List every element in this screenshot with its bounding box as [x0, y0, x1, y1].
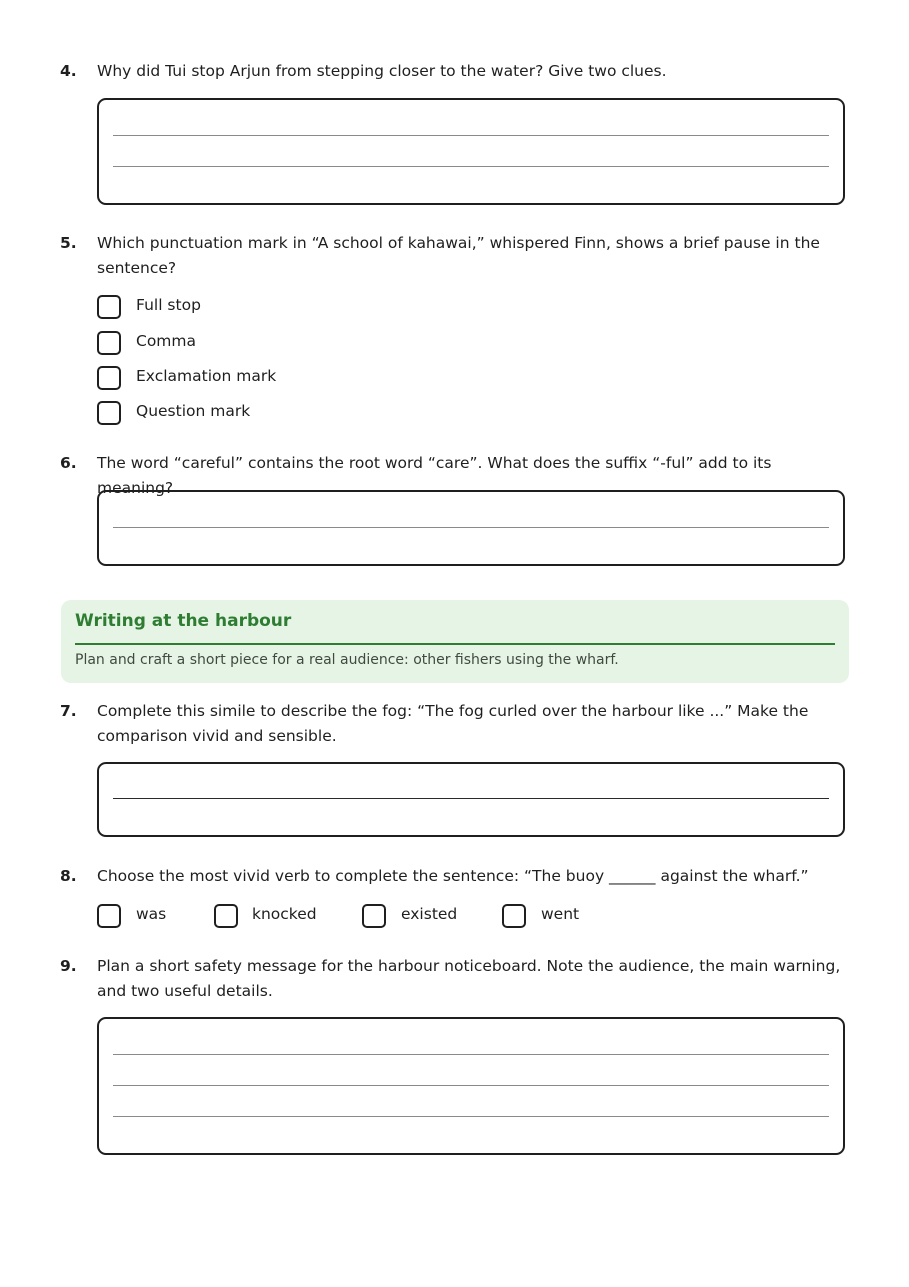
option-label: went: [541, 905, 580, 923]
question-number: 8.: [60, 867, 77, 885]
answer-line: [113, 1054, 829, 1055]
answer-line: [113, 1085, 829, 1086]
checkbox[interactable]: [97, 331, 121, 355]
question-text: Why did Tui stop Arjun from stepping closer to the water? Give two clues.: [97, 62, 667, 80]
question-8: [60, 864, 850, 889]
section-title: Writing at the harbour: [75, 611, 292, 631]
question-number: 6.: [60, 454, 77, 472]
answer-box-7[interactable]: [97, 762, 845, 837]
answer-line: [113, 135, 829, 136]
answer-box-6[interactable]: [97, 490, 845, 566]
question-text: The word “careful” contains the root word “care”. What does the suffix “-ful” add to its meaning?: [97, 454, 772, 497]
question-7: [60, 699, 850, 749]
section-banner: [61, 600, 849, 683]
checkbox[interactable]: [97, 366, 121, 390]
question-text: Complete this simile to describe the fog: “The fog curled over the harbour like ...” Make the comparison vivid and sensible.: [97, 702, 809, 745]
option-label: knocked: [252, 905, 317, 923]
question-9: [60, 954, 850, 1004]
checkbox[interactable]: [502, 904, 526, 928]
answer-line: [113, 166, 829, 167]
checkbox[interactable]: [97, 295, 121, 319]
answer-line: [113, 527, 829, 528]
option-label: was: [136, 905, 167, 923]
answer-line: [113, 1116, 829, 1117]
option-label: Question mark: [136, 402, 251, 420]
option-label: existed: [401, 905, 458, 923]
section-divider: [75, 643, 835, 645]
checkbox[interactable]: [362, 904, 386, 928]
answer-box-4[interactable]: [97, 98, 845, 205]
section-subtitle: Plan and craft a short piece for a real audience: other fishers using the wharf.: [75, 652, 619, 668]
question-5: [60, 231, 850, 281]
question-text: Choose the most vivid verb to complete the sentence: “The buoy ______ against the wharf.”: [97, 867, 809, 885]
option-label: Exclamation mark: [136, 367, 277, 385]
question-text: Which punctuation mark in “A school of kahawai,” whispered Finn, shows a brief pause in the sentence?: [97, 234, 820, 277]
option-label: Full stop: [136, 296, 201, 314]
question-4: [60, 59, 850, 84]
question-number: 9.: [60, 957, 77, 975]
question-number: 7.: [60, 702, 77, 720]
checkbox[interactable]: [97, 401, 121, 425]
option-label: Comma: [136, 332, 197, 350]
checkbox[interactable]: [97, 904, 121, 928]
answer-box-9[interactable]: [97, 1017, 845, 1155]
question-number: 5.: [60, 234, 77, 252]
question-text: Plan a short safety message for the harbour noticeboard. Note the audience, the main warning, and two useful details.: [97, 957, 841, 1000]
question-number: 4.: [60, 62, 77, 80]
checkbox[interactable]: [214, 904, 238, 928]
answer-line: [113, 798, 829, 799]
